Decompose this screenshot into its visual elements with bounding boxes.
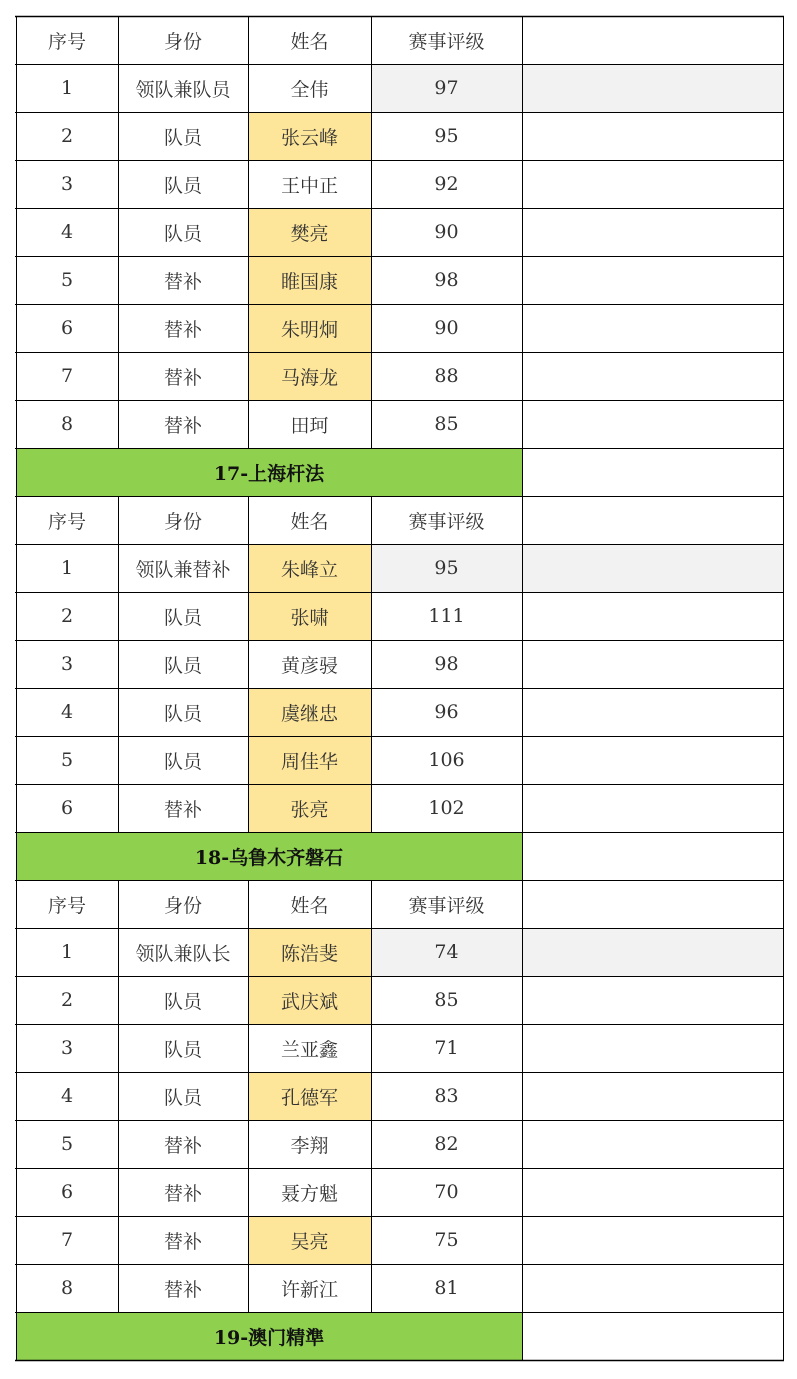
- cell-role[interactable]: 替补: [118, 304, 248, 352]
- cell-name[interactable]: 黄彦骎: [248, 640, 371, 688]
- empty-cell[interactable]: [522, 1120, 783, 1168]
- cell-role[interactable]: 队员: [118, 1072, 248, 1120]
- cell-no[interactable]: 4: [16, 208, 118, 256]
- empty-cell[interactable]: [522, 1264, 783, 1312]
- table-row: [0, 1072, 797, 1120]
- cell-name[interactable]: 张亮: [248, 784, 371, 832]
- cell-name[interactable]: 王中正: [248, 160, 371, 208]
- cell-no[interactable]: 3: [16, 160, 118, 208]
- team-title-row: [0, 1312, 797, 1360]
- empty-cell[interactable]: [522, 400, 783, 448]
- cell-no[interactable]: 1: [16, 928, 118, 976]
- cell-rating[interactable]: 70: [371, 1168, 522, 1216]
- cell-no[interactable]: 6: [16, 1168, 118, 1216]
- table-row: [0, 1216, 797, 1264]
- empty-cell[interactable]: [522, 256, 783, 304]
- cell-no[interactable]: 2: [16, 976, 118, 1024]
- cell-rating[interactable]: 83: [371, 1072, 522, 1120]
- cell-name[interactable]: 全伟: [248, 64, 371, 112]
- table-row: [0, 976, 797, 1024]
- header-role[interactable]: 身份: [118, 880, 248, 928]
- cell-name[interactable]: 马海龙: [248, 352, 371, 400]
- cell-rating[interactable]: 82: [371, 1120, 522, 1168]
- empty-cell[interactable]: [522, 448, 783, 496]
- cell-role[interactable]: 替补: [118, 1264, 248, 1312]
- cell-role[interactable]: 替补: [118, 256, 248, 304]
- cell-role[interactable]: 队员: [118, 736, 248, 784]
- cell-rating[interactable]: 96: [371, 688, 522, 736]
- table-row: [0, 592, 797, 640]
- cell-no[interactable]: 5: [16, 256, 118, 304]
- header-rating[interactable]: 赛事评级: [371, 16, 522, 64]
- cell-rating[interactable]: 98: [371, 640, 522, 688]
- empty-cell[interactable]: [522, 976, 783, 1024]
- empty-cell[interactable]: [522, 1216, 783, 1264]
- cell-name[interactable]: 睢国康: [248, 256, 371, 304]
- table-row: [0, 544, 797, 592]
- empty-cell[interactable]: [522, 1072, 783, 1120]
- cell-role[interactable]: 队员: [118, 112, 248, 160]
- cell-role[interactable]: 队员: [118, 688, 248, 736]
- header-no[interactable]: 序号: [16, 496, 118, 544]
- cell-no[interactable]: 6: [16, 784, 118, 832]
- cell-name[interactable]: 李翔: [248, 1120, 371, 1168]
- cell-rating[interactable]: 92: [371, 160, 522, 208]
- table-row: [0, 688, 797, 736]
- cell-no[interactable]: 8: [16, 400, 118, 448]
- column-header-row: [0, 880, 797, 928]
- empty-cell[interactable]: [522, 784, 783, 832]
- header-rating[interactable]: 赛事评级: [371, 880, 522, 928]
- cell-name[interactable]: 周佳华: [248, 736, 371, 784]
- cell-role[interactable]: 队员: [118, 640, 248, 688]
- cell-name[interactable]: 许新江: [248, 1264, 371, 1312]
- empty-cell[interactable]: [522, 688, 783, 736]
- team-title[interactable]: 17-上海杆法: [16, 448, 522, 496]
- empty-cell[interactable]: [522, 832, 783, 880]
- table-row: [0, 64, 797, 112]
- cell-no[interactable]: 2: [16, 592, 118, 640]
- cell-rating[interactable]: 102: [371, 784, 522, 832]
- cell-name[interactable]: 武庆斌: [248, 976, 371, 1024]
- empty-cell[interactable]: [522, 640, 783, 688]
- table-row: [0, 736, 797, 784]
- cell-role[interactable]: 替补: [118, 352, 248, 400]
- cell-rating[interactable]: 90: [371, 208, 522, 256]
- cell-no[interactable]: 4: [16, 688, 118, 736]
- empty-cell[interactable]: [522, 928, 783, 976]
- cell-no[interactable]: 8: [16, 1264, 118, 1312]
- team-title[interactable]: 19-澳门精準: [16, 1312, 522, 1360]
- cell-role[interactable]: 领队兼替补: [118, 544, 248, 592]
- table-row: [0, 112, 797, 160]
- cell-name[interactable]: 朱峰立: [248, 544, 371, 592]
- cell-name[interactable]: 张啸: [248, 592, 371, 640]
- cell-no[interactable]: 5: [16, 736, 118, 784]
- cell-rating[interactable]: 85: [371, 400, 522, 448]
- cell-name[interactable]: 朱明炯: [248, 304, 371, 352]
- cell-rating[interactable]: 95: [371, 112, 522, 160]
- table-row: [0, 1168, 797, 1216]
- cell-name[interactable]: 聂方魁: [248, 1168, 371, 1216]
- header-no[interactable]: 序号: [16, 880, 118, 928]
- table-row: [0, 928, 797, 976]
- cell-rating[interactable]: 106: [371, 736, 522, 784]
- empty-cell[interactable]: [522, 112, 783, 160]
- table-row: [0, 160, 797, 208]
- cell-name[interactable]: 兰亚鑫: [248, 1024, 371, 1072]
- empty-cell[interactable]: [522, 880, 783, 928]
- table-row: [0, 1264, 797, 1312]
- header-role[interactable]: 身份: [118, 16, 248, 64]
- cell-role[interactable]: 领队兼队长: [118, 928, 248, 976]
- cell-no[interactable]: 7: [16, 1216, 118, 1264]
- empty-cell[interactable]: [522, 1024, 783, 1072]
- cell-role[interactable]: 队员: [118, 1024, 248, 1072]
- header-no[interactable]: 序号: [16, 16, 118, 64]
- table-row: [0, 256, 797, 304]
- empty-cell[interactable]: [522, 1312, 783, 1360]
- cell-rating[interactable]: 74: [371, 928, 522, 976]
- cell-rating[interactable]: 98: [371, 256, 522, 304]
- column-header-row: [0, 16, 797, 64]
- header-role[interactable]: 身份: [118, 496, 248, 544]
- cell-rating[interactable]: 75: [371, 1216, 522, 1264]
- team-title[interactable]: 18-乌鲁木齐磐石: [16, 832, 522, 880]
- table-row: [0, 640, 797, 688]
- cell-rating[interactable]: 90: [371, 304, 522, 352]
- empty-cell[interactable]: [522, 352, 783, 400]
- cell-role[interactable]: 替补: [118, 1216, 248, 1264]
- cell-name[interactable]: 孔德军: [248, 1072, 371, 1120]
- cell-no[interactable]: 3: [16, 1024, 118, 1072]
- cell-rating[interactable]: 111: [371, 592, 522, 640]
- table-row: [0, 304, 797, 352]
- cell-name[interactable]: 樊亮: [248, 208, 371, 256]
- cell-rating[interactable]: 97: [371, 64, 522, 112]
- header-name[interactable]: 姓名: [248, 880, 371, 928]
- header-name[interactable]: 姓名: [248, 496, 371, 544]
- table-row: [0, 1024, 797, 1072]
- empty-cell[interactable]: [522, 1168, 783, 1216]
- empty-cell[interactable]: [522, 208, 783, 256]
- empty-cell[interactable]: [522, 16, 783, 64]
- cell-role[interactable]: 队员: [118, 976, 248, 1024]
- cell-no[interactable]: 4: [16, 1072, 118, 1120]
- team-title-row: [0, 448, 797, 496]
- cell-role[interactable]: 替补: [118, 400, 248, 448]
- empty-cell[interactable]: [522, 736, 783, 784]
- table-row: [0, 352, 797, 400]
- cell-role[interactable]: 替补: [118, 784, 248, 832]
- cell-name[interactable]: 田珂: [248, 400, 371, 448]
- cell-name[interactable]: 虞继忠: [248, 688, 371, 736]
- cell-role[interactable]: 队员: [118, 592, 248, 640]
- cell-rating[interactable]: 95: [371, 544, 522, 592]
- cell-rating[interactable]: 85: [371, 976, 522, 1024]
- table-row: [0, 400, 797, 448]
- cell-name[interactable]: 张云峰: [248, 112, 371, 160]
- empty-cell[interactable]: [522, 160, 783, 208]
- cell-no[interactable]: 1: [16, 64, 118, 112]
- cell-no[interactable]: 6: [16, 304, 118, 352]
- column-header-row: [0, 496, 797, 544]
- empty-cell[interactable]: [522, 544, 783, 592]
- cell-no[interactable]: 7: [16, 352, 118, 400]
- cell-no[interactable]: 2: [16, 112, 118, 160]
- cell-rating[interactable]: 81: [371, 1264, 522, 1312]
- team-title-row: [0, 832, 797, 880]
- header-rating[interactable]: 赛事评级: [371, 496, 522, 544]
- empty-cell[interactable]: [522, 304, 783, 352]
- cell-role[interactable]: 队员: [118, 208, 248, 256]
- cell-no[interactable]: 5: [16, 1120, 118, 1168]
- cell-name[interactable]: 陈浩斐: [248, 928, 371, 976]
- cell-role[interactable]: 替补: [118, 1120, 248, 1168]
- cell-role[interactable]: 领队兼队员: [118, 64, 248, 112]
- empty-cell[interactable]: [522, 592, 783, 640]
- cell-name[interactable]: 吴亮: [248, 1216, 371, 1264]
- table-row: [0, 208, 797, 256]
- table-row: [0, 1120, 797, 1168]
- cell-no[interactable]: 1: [16, 544, 118, 592]
- cell-no[interactable]: 3: [16, 640, 118, 688]
- empty-cell[interactable]: [522, 64, 783, 112]
- cell-role[interactable]: 替补: [118, 1168, 248, 1216]
- table-row: [0, 784, 797, 832]
- cell-rating[interactable]: 71: [371, 1024, 522, 1072]
- empty-cell[interactable]: [522, 496, 783, 544]
- cell-role[interactable]: 队员: [118, 160, 248, 208]
- cell-rating[interactable]: 88: [371, 352, 522, 400]
- header-name[interactable]: 姓名: [248, 16, 371, 64]
